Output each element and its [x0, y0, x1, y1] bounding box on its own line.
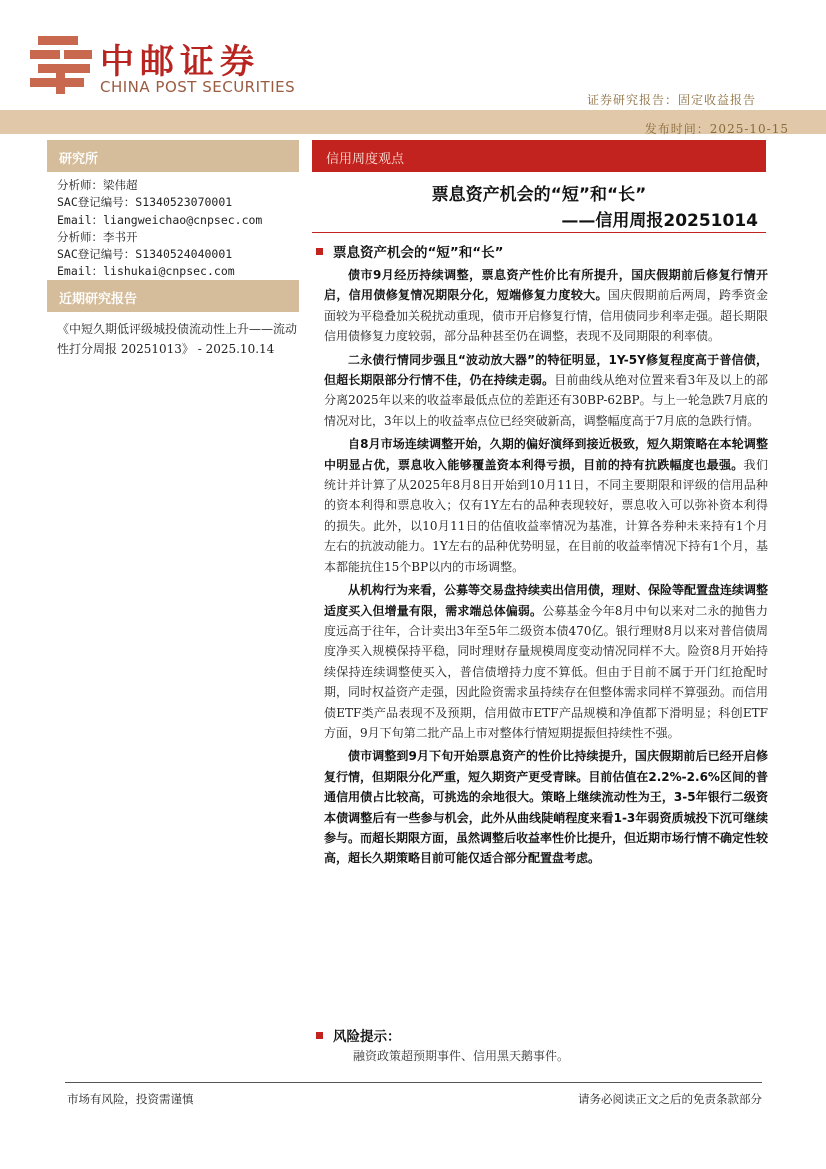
risk-heading — [316, 1025, 401, 1045]
analyst-line: 分析师：李书开 — [57, 229, 138, 244]
report-body — [324, 265, 768, 1015]
analyst-email[interactable]: Email：lishukai@cnpsec.com — [57, 264, 235, 279]
footer-risk-note: 市场有风险，投资需谨慎 — [67, 1092, 194, 1106]
analyst-line: SAC登记编号：S1340524040001 — [57, 247, 233, 262]
paragraph-4 — [324, 580, 768, 743]
analyst-line: 分析师：梁伟超 — [57, 178, 138, 192]
section-heading-text: 票息资产机会的“短”和“长” — [333, 245, 504, 261]
paragraph-3 — [324, 434, 768, 577]
research-institute-heading: 研究所 — [47, 140, 299, 172]
title-divider — [312, 232, 766, 233]
paragraph-text: 目前曲线从绝对位置来看3年及以上的部分离2025年以来的收益率最低点位的差距还有30BP-62BP。与上一轮急跌7月底的情况对比，3年以上的收益率点位已经突破新高，调整幅度高于7月底的急跌行情。 — [324, 373, 768, 428]
china-post-logo-icon — [26, 28, 96, 98]
risk-heading-text: 风险提示： — [333, 1029, 401, 1045]
brand-name-en: CHINA POST SECURITIES — [100, 78, 296, 96]
paragraph-text: 公募基金今年8月中旬以来对二永的抛售力度远高于往年，合计卖出3年至5年二级资本债470亿。银行理财8月以来对普信债周度净买入规模保持平稳，同时理财存量规模周度变动情况同样不大。险资8月开始持续保持连续调整使买入，普信债增持力度不算低。但由于目前不属于开门红抢配时期，同时权益资产走强，因此险资需求虽持续存在但整体需求同样不算强劲。而信用债ETF类产品表现不及预期，信用做市ETF产品规模和净值都下滑明显；科创ETF方面，9月下旬第二批产品上市对整体行情短期提振但持续性不强。 — [324, 603, 768, 740]
paragraph-text: 国庆假期前后两周，跨季资金面较为平稳叠加关税扰动重现，债市开启修复行情，信用债同步利率走强。超长期限信用债修复力度较弱，部分品种甚至仍在调整，表现不及同期限的利率债。 — [324, 288, 768, 344]
publish-time: 发布时间：2025-10-15 — [644, 122, 789, 136]
analyst-info — [57, 177, 297, 281]
recent-reports-heading: 近期研究报告 — [47, 280, 299, 312]
recent-report-link[interactable]: 《中短久期低评级城投债流动性上升——流动性打分周报 20251013》 - 2025.10.14 — [57, 322, 298, 356]
report-header — [0, 0, 826, 134]
analyst-line: SAC登记编号：S1340523070001 — [57, 195, 233, 210]
paragraph-lead: 二永债行情同步强且“波动放大器”的特征明显，1Y-5Y修复程度高于普信债，但超长期限部分行情不佳，仍在持续走弱。 — [324, 352, 768, 388]
analyst-email[interactable]: Email：liangweichao@cnpsec.com — [57, 212, 263, 227]
brand-name-cn: 中邮证券 — [100, 42, 260, 82]
paragraph-lead: 债市9月经历持续调整，票息资产性价比有所提升，国庆假期前后修复行情开启，信用债修复情况期限分化，短端修复力度较大。 — [324, 268, 768, 303]
report-subtitle: ——信用周报20251014 — [561, 211, 758, 231]
paragraph-5-conclusion: 债市调整到9月下旬开始票息资产的性价比持续提升，国庆假期前后已经开启修复行情，但期限分化严重，短久期资产更受青睐。目前估值在2.2%-2.6%区间的普通信用债占比较高，可挑选的余地很大。策略上继续流动性为王，3-5年银行二级资本债调整后有一些参与机会，此外从曲线陡峭程度来看1-3年弱资质城投下沉可继续参与。而超长期限方面，虽然调整后收益率性价比提升，但近期市场行情不确定性较高，超长久期策略目前可能仅适合部分配置盘考虑。 — [324, 749, 768, 866]
bullet-icon — [316, 248, 323, 255]
report-title: 票息资产机会的“短”和“长” — [431, 185, 647, 205]
paragraph-lead: 从机构行为来看，公募等交易盘持续卖出信用债，理财、保险等配置盘连续调整适度买入但增量有限，需求端总体偏弱。 — [324, 583, 768, 618]
paragraph-text: 我们统计并计算了从2025年8月8日开始到10月11日，不同主要期限和评级的信用品种的资本利得和票息收入；仅有1Y左右的品种表现较好，票息收入可以弥补资本利得的损失。此外，以10月11日的估值收益率情况为基准，计算各券种未来持有1个月左右的抗波动能力。1Y左右的品种优势明显，在目前的收益率情况下持有1个月，基本都能抗住15个BP以内的市场调整。 — [324, 457, 768, 574]
paragraph-2 — [324, 350, 768, 432]
paragraph-lead: 自8月市场连续调整开始，久期的偏好演绎到接近极致，短久期策略在本轮调整中明显占优，票息收入能够覆盖资本利得亏损，目前的持有抗跌幅度也最强。 — [324, 437, 768, 472]
footer-disclaimer: 请务必阅读正文之后的免责条款部分 — [578, 1092, 762, 1106]
report-type: 证券研究报告：固定收益报告 — [586, 93, 756, 107]
report-category-banner: 信用周度观点 — [312, 140, 766, 172]
risk-text: 融资政策超预期事件、信用黑天鹅事件。 — [353, 1049, 570, 1063]
paragraph-1 — [324, 265, 768, 347]
section-heading-main — [316, 241, 504, 261]
footer-divider — [65, 1082, 762, 1083]
bullet-icon — [316, 1032, 323, 1039]
